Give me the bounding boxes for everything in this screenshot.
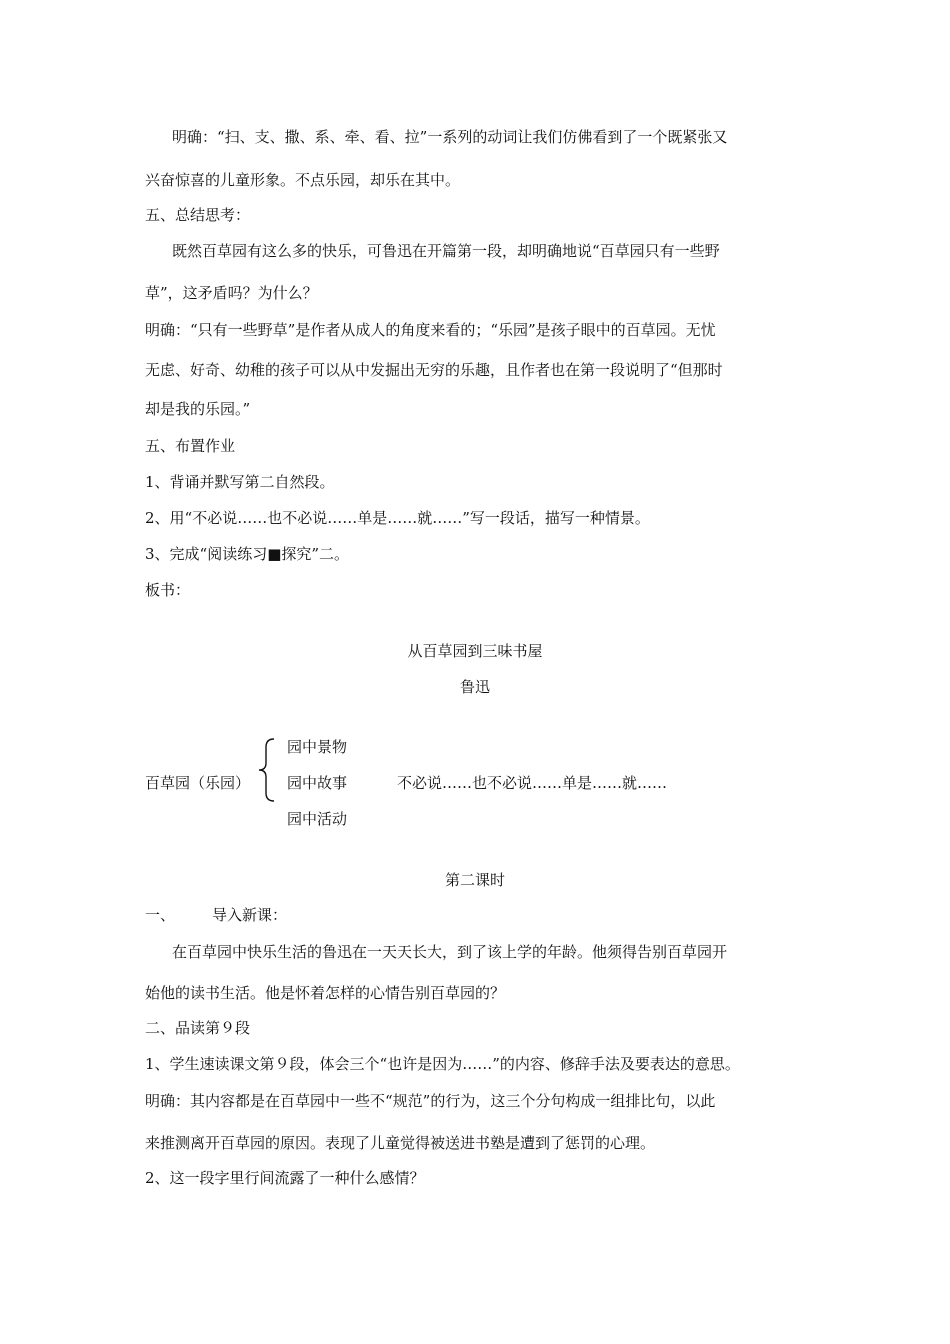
text-line: 来推测离开百草园的原因。表现了儿童觉得被送进书塾是遭到了惩罚的心理。 [145, 1134, 656, 1152]
board-heading: 板书： [145, 581, 191, 599]
list-item: 1、学生速读课文第９段，体会三个“也许是因为……”的内容、修辞手法及要表达的意思。 [145, 1055, 740, 1073]
text-line: 无虑、好奇、幼稚的孩子可以从中发掘出无穷的乐趣，且作者也在第一段说明了“但那时 [145, 361, 723, 379]
list-item: 2、用“不必说……也不必说……单是……就……”写一段话，描写一种情景。 [145, 509, 650, 527]
board-title: 从百草园到三味书屋 [407, 642, 543, 660]
text-line: 草”，这矛盾吗？为什么？ [145, 284, 318, 302]
section-heading: 二、品读第９段 [145, 1019, 251, 1037]
board-pattern: 不必说……也不必说……单是……就…… [397, 774, 668, 792]
list-item: 3、完成“阅读练习■探究”二。 [145, 545, 350, 563]
text-line: 明确：其内容都是在百草园中一些不“规范”的行为，这三个分句构成一组排比句，以此 [145, 1092, 716, 1110]
text-line: 始他的读书生活。他是怀着怎样的心情告别百草园的？ [145, 984, 506, 1002]
list-item: 1、背诵并默写第二自然段。 [145, 473, 335, 491]
section-heading: 导入新课： [212, 906, 288, 924]
text-line: 在百草园中快乐生活的鲁迅在一天天长大，到了该上学的年龄。他须得告别百草园开 [172, 943, 728, 961]
text-line: 兴奋惊喜的儿童形象。不点乐园，却乐在其中。 [145, 171, 461, 189]
text-line: 却是我的乐园。” [145, 400, 251, 418]
board-item: 园中活动 [287, 810, 348, 828]
list-item: 2、这一段字里行间流露了一种什么感情？ [145, 1169, 425, 1187]
text-line: 明确：“扫、支、撒、系、牵、看、拉”一系列的动词让我们仿佛看到了一个既紧张又 [172, 128, 728, 146]
board-item: 园中景物 [287, 738, 348, 756]
text-line: 既然百草园有这么多的快乐，可鲁迅在开篇第一段，却明确地说“百草园只有一些野 [172, 242, 720, 260]
board-author: 鲁迅 [459, 678, 490, 696]
text-line: 明确：“只有一些野草”是作者从成人的角度来看的；“乐园”是孩子眼中的百草园。无忧 [145, 321, 716, 339]
section-heading: 五、布置作业 [145, 437, 236, 455]
board-left-label: 百草园（乐园） [145, 774, 251, 792]
section-heading: 五、总结思考： [145, 206, 251, 224]
section-number: 一、 [145, 906, 176, 924]
board-item: 园中故事 [287, 774, 348, 792]
brace-icon [252, 737, 280, 803]
lesson-title: 第二课时 [444, 871, 505, 889]
